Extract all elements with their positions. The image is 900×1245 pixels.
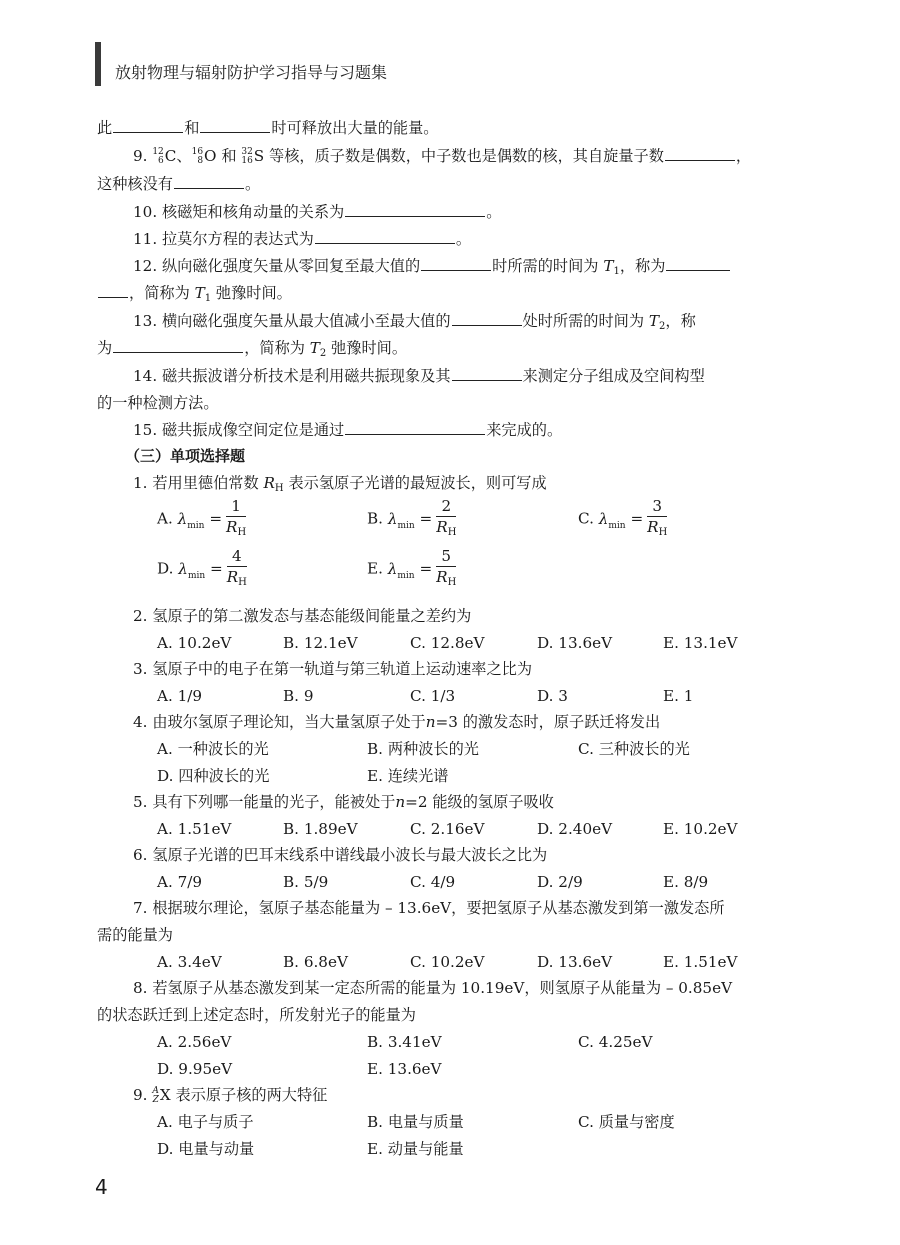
symbol-t: T — [194, 284, 205, 302]
text: =3 的激发态时，原子跃迁将发出 — [435, 713, 661, 731]
symbol-r: R — [226, 568, 239, 586]
mc-q5-option-b: B. 1.89eV — [283, 820, 358, 838]
subscript: min — [608, 520, 626, 531]
fraction — [226, 496, 246, 543]
atomic-symbol: Z — [152, 1095, 159, 1105]
mc-q7-stem-line2: 需的能量为 — [97, 926, 173, 944]
text: 弛豫时间。 — [215, 284, 292, 302]
lambda: λ — [387, 559, 398, 578]
lambda-symbol — [387, 559, 415, 581]
denominator — [436, 567, 456, 593]
q8-tail-line — [97, 118, 438, 138]
mc-q8-option-d: D. 9.95eV — [157, 1060, 233, 1078]
fraction — [436, 546, 456, 593]
mc-q9-option-e: E. 动量与能量 — [367, 1140, 464, 1158]
mc-q1-option-d — [157, 546, 247, 597]
lambda: λ — [178, 559, 188, 578]
atomic-number: 6 — [158, 156, 164, 166]
mc-q5-stem — [133, 792, 554, 812]
blank — [113, 338, 243, 353]
fill-q9-line2 — [97, 174, 260, 194]
text: 9. — [133, 147, 148, 165]
text: 这种核没有 — [97, 175, 173, 193]
text: 。 — [455, 230, 472, 248]
text: 时可释放出大量的能量。 — [271, 119, 439, 137]
text: 表示氢原子光谱的最短波长，则可写成 — [288, 474, 547, 492]
subscript: min — [397, 570, 415, 581]
blank — [345, 202, 485, 217]
mc-q2-option-d: D. 13.6eV — [537, 634, 613, 652]
mc-q3-option-e: E. 1 — [663, 687, 694, 705]
symbol-t: T — [648, 312, 660, 330]
mass-number: 12 — [152, 147, 164, 157]
blank — [113, 118, 183, 133]
subscript: H — [658, 527, 668, 538]
blank — [315, 229, 455, 244]
lambda: λ — [177, 509, 188, 528]
mc-q5-option-e: E. 10.2eV — [663, 820, 738, 838]
mass-symbol: A — [152, 1086, 159, 1096]
mc-q9-stem — [133, 1085, 327, 1105]
nuclide-c — [152, 146, 191, 166]
mc-q6-stem: 6. 氢原子光谱的巴耳末线系中谱线最小波长与最大波长之比为 — [133, 846, 548, 864]
numerator: 1 — [226, 496, 246, 517]
mc-q7-option-c: C. 10.2eV — [410, 953, 485, 971]
fill-q15 — [133, 420, 562, 440]
subscript: min — [397, 520, 415, 531]
text: ，简称为 — [129, 284, 190, 302]
mc-q3-option-c: C. 1/3 — [410, 687, 456, 705]
mc-q4-option-c: C. 三种波长的光 — [578, 740, 690, 758]
mc-q7-option-e: E. 1.51eV — [663, 953, 738, 971]
fill-q10 — [133, 202, 501, 222]
symbol-n: n — [395, 793, 406, 811]
blank — [174, 174, 244, 189]
symbol-r: R — [436, 518, 448, 536]
subscript: min — [187, 520, 205, 531]
fill-q9-line1 — [133, 146, 751, 166]
fraction — [436, 496, 456, 543]
numerator: 5 — [436, 546, 456, 567]
text: 13. 横向磁化强度矢量从最大值减小至最大值的 — [133, 312, 451, 330]
mc-q8-stem: 8. 若氢原子从基态激发到某一定态所需的能量为 10.19eV，则氢原子从能量为 – 0.85eV — [133, 979, 733, 997]
mc-q4-stem — [133, 712, 660, 732]
text: 9. — [133, 1086, 148, 1104]
text: ，简称为 — [244, 339, 305, 357]
mc-q7-option-a: A. 3.4eV — [157, 953, 222, 971]
mc-q5-option-d: D. 2.40eV — [537, 820, 613, 838]
page-number: 4 — [95, 1175, 108, 1199]
fill-q14-line1 — [133, 366, 705, 386]
text: 的一种检测方法。 — [97, 394, 219, 412]
mc-q2-option-e: E. 13.1eV — [663, 634, 738, 652]
text: 11. 拉莫尔方程的表达式为 — [133, 230, 314, 248]
mc-q2-option-c: C. 12.8eV — [410, 634, 485, 652]
mc-q8-option-e: E. 13.6eV — [367, 1060, 442, 1078]
mc-q6-option-a: A. 7/9 — [157, 873, 203, 891]
symbol-t: T — [309, 339, 320, 357]
mc-q9-option-b: B. 电量与质量 — [367, 1113, 464, 1131]
fill-q12-line1 — [133, 256, 731, 282]
mc-q8-option-a: A. 2.56eV — [157, 1033, 232, 1051]
mc-q7-stem: 7. 根据玻尔理论，氢原子基态能量为 – 13.6eV，要把氢原子从基态激发到第一激发态所 — [133, 899, 725, 917]
text: ， — [735, 147, 752, 165]
mc-q4-option-e: E. 连续光谱 — [367, 767, 449, 785]
blank — [452, 311, 522, 326]
mc-q3-stem: 3. 氢原子中的电子在第一轨道与第三轨道上运动速率之比为 — [133, 660, 533, 678]
option-label: B. — [367, 509, 383, 528]
mc-q2-option-a: A. 10.2eV — [157, 634, 232, 652]
lambda-symbol — [598, 509, 626, 531]
subscript: H — [447, 527, 457, 538]
subscript: 1 — [613, 266, 620, 277]
option-label: E. — [367, 559, 383, 578]
text: 来完成的。 — [486, 421, 563, 439]
lambda: λ — [598, 509, 609, 528]
text: S — [253, 147, 265, 165]
nuclide-o — [192, 146, 237, 166]
nuclide-s — [241, 146, 264, 166]
mc-q9-option-c: C. 质量与密度 — [578, 1113, 675, 1131]
subscript: 2 — [659, 321, 666, 332]
mc-q3-option-b: B. 9 — [283, 687, 314, 705]
fill-q13-line1 — [133, 311, 696, 337]
symbol-r: R — [436, 568, 448, 586]
mc-q1-option-a — [157, 496, 246, 547]
mass-number: 32 — [241, 147, 253, 157]
lambda-symbol — [177, 509, 205, 531]
text: 表示原子核的两大特征 — [175, 1086, 328, 1104]
text: O 和 — [204, 147, 237, 165]
blank — [98, 283, 128, 298]
atomic-number: 16 — [241, 156, 253, 166]
lambda-symbol — [178, 559, 206, 581]
text: 12. 纵向磁化强度矢量从零回复至最大值的 — [133, 257, 421, 275]
symbol-t: T — [603, 257, 614, 275]
subscript: 2 — [319, 348, 327, 359]
mc-q7-option-b: B. 6.8eV — [283, 953, 348, 971]
subscript: min — [187, 570, 206, 581]
mc-q1-option-c — [578, 496, 667, 547]
fill-q14-line2 — [97, 393, 219, 413]
option-label: C. — [578, 509, 594, 528]
blank — [666, 256, 730, 271]
equals: = — [419, 559, 433, 578]
header-bar — [95, 42, 101, 86]
mc-q4-option-b: B. 两种波长的光 — [367, 740, 479, 758]
text: 5. 具有下列哪一能量的光子，能被处于 — [133, 793, 396, 811]
numerator: 4 — [227, 546, 247, 567]
option-label: A. — [157, 509, 173, 528]
fill-q13-line2 — [97, 338, 407, 364]
mc-q3-option-a: A. 1/9 — [157, 687, 203, 705]
blank — [421, 256, 491, 271]
mc-q1-option-e — [367, 546, 456, 597]
text: =2 能级的氢原子吸收 — [405, 793, 554, 811]
lambda-symbol — [387, 509, 415, 531]
mass-number: 16 — [191, 147, 204, 157]
numerator: 2 — [436, 496, 456, 517]
text: 等核，质子数是偶数，中子数也是偶数的核，其自旋量子数 — [269, 147, 664, 165]
mc-q8-option-c: C. 4.25eV — [578, 1033, 653, 1051]
mc-q3-option-d: D. 3 — [537, 687, 568, 705]
mc-q1-option-b — [367, 496, 456, 547]
equals: = — [209, 559, 223, 578]
mc-q4-option-a: A. 一种波长的光 — [157, 740, 269, 758]
text: 1. 若用里德伯常数 — [133, 474, 259, 492]
mc-q6-option-b: B. 5/9 — [283, 873, 329, 891]
text: C、 — [164, 147, 192, 165]
text: 。 — [486, 203, 502, 221]
symbol-r: R — [226, 518, 238, 536]
fraction — [647, 496, 667, 543]
mc-q8-option-b: B. 3.41eV — [367, 1033, 442, 1051]
subscript: H — [237, 527, 247, 538]
mc-q6-option-d: D. 2/9 — [537, 873, 583, 891]
blank — [452, 366, 522, 381]
text: 时所需的时间为 — [492, 257, 599, 275]
blank — [345, 420, 485, 435]
mc-q9-option-d: D. 电量与动量 — [157, 1140, 255, 1158]
mc-q6-option-e: E. 8/9 — [663, 873, 709, 891]
text: 和 — [184, 119, 200, 137]
equals: = — [209, 509, 223, 528]
mc-q8-stem-line2: 的状态跃迁到上述定态时，所发射光子的能量为 — [97, 1006, 416, 1024]
mc-q6-option-c: C. 4/9 — [410, 873, 456, 891]
book-title: 放射物理与辐射防护学习指导与习题集 — [115, 63, 388, 82]
blank — [665, 146, 735, 161]
denominator — [647, 517, 667, 543]
subscript: H — [447, 577, 457, 588]
text: ，称为 — [619, 257, 666, 275]
equals: = — [419, 509, 433, 528]
atomic-number: 8 — [197, 156, 204, 166]
mc-q5-option-a: A. 1.51eV — [157, 820, 232, 838]
fraction — [227, 546, 247, 593]
section-title: （三）单项选择题 — [125, 447, 246, 465]
element-symbol: X — [159, 1086, 171, 1104]
symbol-n: n — [425, 713, 436, 731]
subscript: 1 — [204, 293, 212, 304]
subscript: H — [238, 577, 247, 588]
mc-q9-option-a: A. 电子与质子 — [157, 1113, 254, 1131]
mc-q2-option-b: B. 12.1eV — [283, 634, 358, 652]
symbol-r: R — [263, 474, 275, 492]
mc-q7-option-d: D. 13.6eV — [537, 953, 613, 971]
text: 来测定分子组成及空间构型 — [522, 367, 705, 385]
text: 此 — [97, 119, 113, 137]
text: 14. 磁共振波谱分析技术是利用磁共振现象及其 — [133, 367, 451, 385]
symbol-r: R — [647, 518, 659, 536]
denominator — [226, 517, 246, 543]
text: 弛豫时间。 — [331, 339, 408, 357]
mc-q5-option-c: C. 2.16eV — [410, 820, 485, 838]
denominator — [227, 567, 247, 593]
text: 10. 核磁矩和核角动量的关系为 — [133, 203, 345, 221]
text: 4. 由玻尔氢原子理论知，当大量氢原子处于 — [133, 713, 426, 731]
lambda: λ — [387, 509, 398, 528]
mc-q2-stem: 2. 氢原子的第二激发态与基态能级间能量之差约为 — [133, 607, 472, 625]
option-label: D. — [157, 559, 174, 578]
text: 处时所需的时间为 — [522, 312, 645, 330]
text: ，称 — [665, 312, 696, 330]
numerator: 3 — [647, 496, 667, 517]
fill-q11 — [133, 229, 471, 249]
text: 为 — [97, 339, 113, 357]
equals: = — [630, 509, 644, 528]
text: 15. 磁共振成像空间定位是通过 — [133, 421, 345, 439]
denominator — [436, 517, 456, 543]
subscript: H — [274, 483, 284, 494]
mc-q4-option-d: D. 四种波长的光 — [157, 767, 270, 785]
fill-q12-line2 — [97, 283, 292, 309]
nuclide-x — [152, 1085, 170, 1105]
text: 。 — [244, 175, 261, 193]
blank — [200, 118, 270, 133]
